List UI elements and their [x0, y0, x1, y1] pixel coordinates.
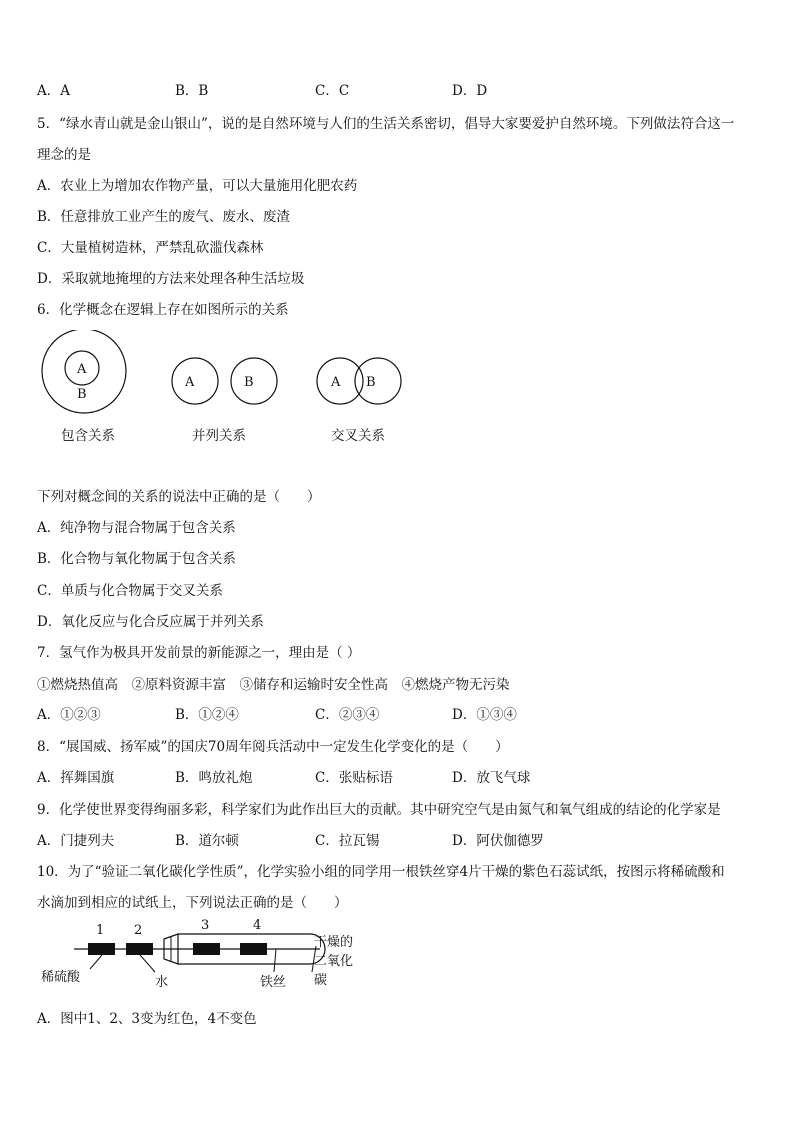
q6-question: 下列对概念间的关系的说法中正确的是（ ）	[37, 489, 321, 505]
q4-option-a[interactable]: A．A	[37, 83, 70, 99]
q4-option-d[interactable]: D．D	[452, 83, 488, 99]
q5-option-a[interactable]: A．农业上为增加农作物产量，可以大量施用化肥农药	[37, 178, 358, 194]
label-dry-co2-line2: 二氧化	[314, 954, 354, 969]
q8-option-c[interactable]: C．张贴标语	[315, 770, 393, 786]
q6-relation-diagram	[0, 330, 794, 420]
label-water: 水	[155, 975, 169, 990]
q8-option-d[interactable]: D．放飞气球	[452, 770, 531, 786]
q4-option-b[interactable]: B．B	[175, 83, 209, 99]
q8-option-a[interactable]: A．挥舞国旗	[37, 770, 115, 786]
q7-items: ①燃烧热值高 ②原料资源丰富 ③储存和运输时安全性高 ④燃烧产物无污染	[37, 677, 510, 693]
q5-option-d[interactable]: D．采取就地掩埋的方法来处理各种生活垃圾	[37, 271, 305, 287]
label-contain-relation: 包含关系	[61, 428, 115, 444]
parallel-circle-a	[172, 358, 218, 404]
q10-stem-line2: 水滴加到相应的试纸上，下列说法正确的是（ ）	[37, 895, 348, 911]
q9-option-c[interactable]: C．拉瓦锡	[315, 833, 380, 849]
q6-option-d[interactable]: D．氧化反应与化合反应属于并列关系	[37, 614, 264, 630]
q10-stem-line1: 10．为了“验证二氧化碳化学性质”，化学实验小组的同学用一根铁丝穿4片干燥的紫色石蕊试纸，按图示将稀硫酸和	[37, 864, 725, 880]
q5-option-b[interactable]: B．任意排放工业产生的废气、废水、废渣	[37, 209, 290, 225]
q9-option-a[interactable]: A．门捷列夫	[37, 833, 115, 849]
q6-option-b[interactable]: B．化合物与氧化物属于包含关系	[37, 551, 236, 567]
q7-option-c[interactable]: C．②③④	[315, 707, 380, 723]
label-dilute-sulfuric-acid: 稀硫酸	[41, 970, 81, 985]
label-dry-co2-line1: 干燥的	[314, 935, 354, 950]
strip-number-4: 4	[253, 918, 262, 933]
q4-option-c[interactable]: C．C	[315, 83, 350, 99]
cross-circle-b	[355, 358, 401, 404]
cross-label-b: B	[366, 375, 376, 390]
parallel-label-a: A	[185, 375, 195, 390]
q6-option-c[interactable]: C．单质与化合物属于交叉关系	[37, 583, 223, 599]
label-parallel-relation: 并列关系	[192, 428, 246, 444]
q7-option-b[interactable]: B．①②④	[175, 707, 239, 723]
strip-number-3: 3	[201, 918, 210, 933]
q7-option-a[interactable]: A．①②③	[37, 707, 101, 723]
label-iron-wire: 铁丝	[260, 975, 287, 990]
parallel-circle-b	[231, 358, 277, 404]
cross-label-a: A	[331, 375, 341, 390]
q10-option-a[interactable]: A．图中1、2、3变为红色，4不变色	[37, 1011, 257, 1027]
q5-stem-line1: 5．“绿水青山就是金山银山”，说的是自然环境与人们的生活关系密切，倡导大家要爱护自然环境。下列做法符合这一	[37, 116, 735, 132]
q8-stem: 8．“展国威、扬军威”的国庆70周年阅兵活动中一定发生化学变化的是（ ）	[37, 739, 509, 755]
q9-option-b[interactable]: B．道尔顿	[175, 833, 239, 849]
q8-option-b[interactable]: B．鸣放礼炮	[175, 770, 253, 786]
q5-stem-line2: 理念的是	[37, 147, 91, 163]
strip-number-1: 1	[96, 923, 105, 938]
q7-option-d[interactable]: D．①③④	[452, 707, 517, 723]
q5-option-c[interactable]: C．大量植树造林，严禁乱砍滥伐森林	[37, 240, 264, 256]
q6-stem: 6．化学概念在逻辑上存在如图所示的关系	[37, 302, 289, 318]
contain-label-a: A	[77, 362, 87, 377]
label-dry-co2-line3: 碳	[314, 973, 328, 988]
litmus-strip-3	[193, 943, 220, 955]
strip-number-2: 2	[134, 923, 143, 938]
litmus-strip-1	[88, 943, 115, 955]
q10-experiment-diagram	[30, 916, 370, 996]
q7-stem: 7．氢气作为极具开发前景的新能源之一，理由是（ ）	[37, 645, 361, 661]
contain-label-b: B	[77, 387, 87, 402]
litmus-strip-4	[240, 943, 267, 955]
q6-option-a[interactable]: A．纯净物与混合物属于包含关系	[37, 520, 236, 536]
label-cross-relation: 交叉关系	[331, 428, 385, 444]
q9-stem: 9．化学使世界变得绚丽多彩，科学家们为此作出巨大的贡献。其中研究空气是由氮气和氧气组成的结论的化学家是	[37, 802, 721, 818]
litmus-strip-2	[126, 943, 153, 955]
parallel-label-b: B	[244, 375, 254, 390]
q9-option-d[interactable]: D．阿伏伽德罗	[452, 833, 544, 849]
